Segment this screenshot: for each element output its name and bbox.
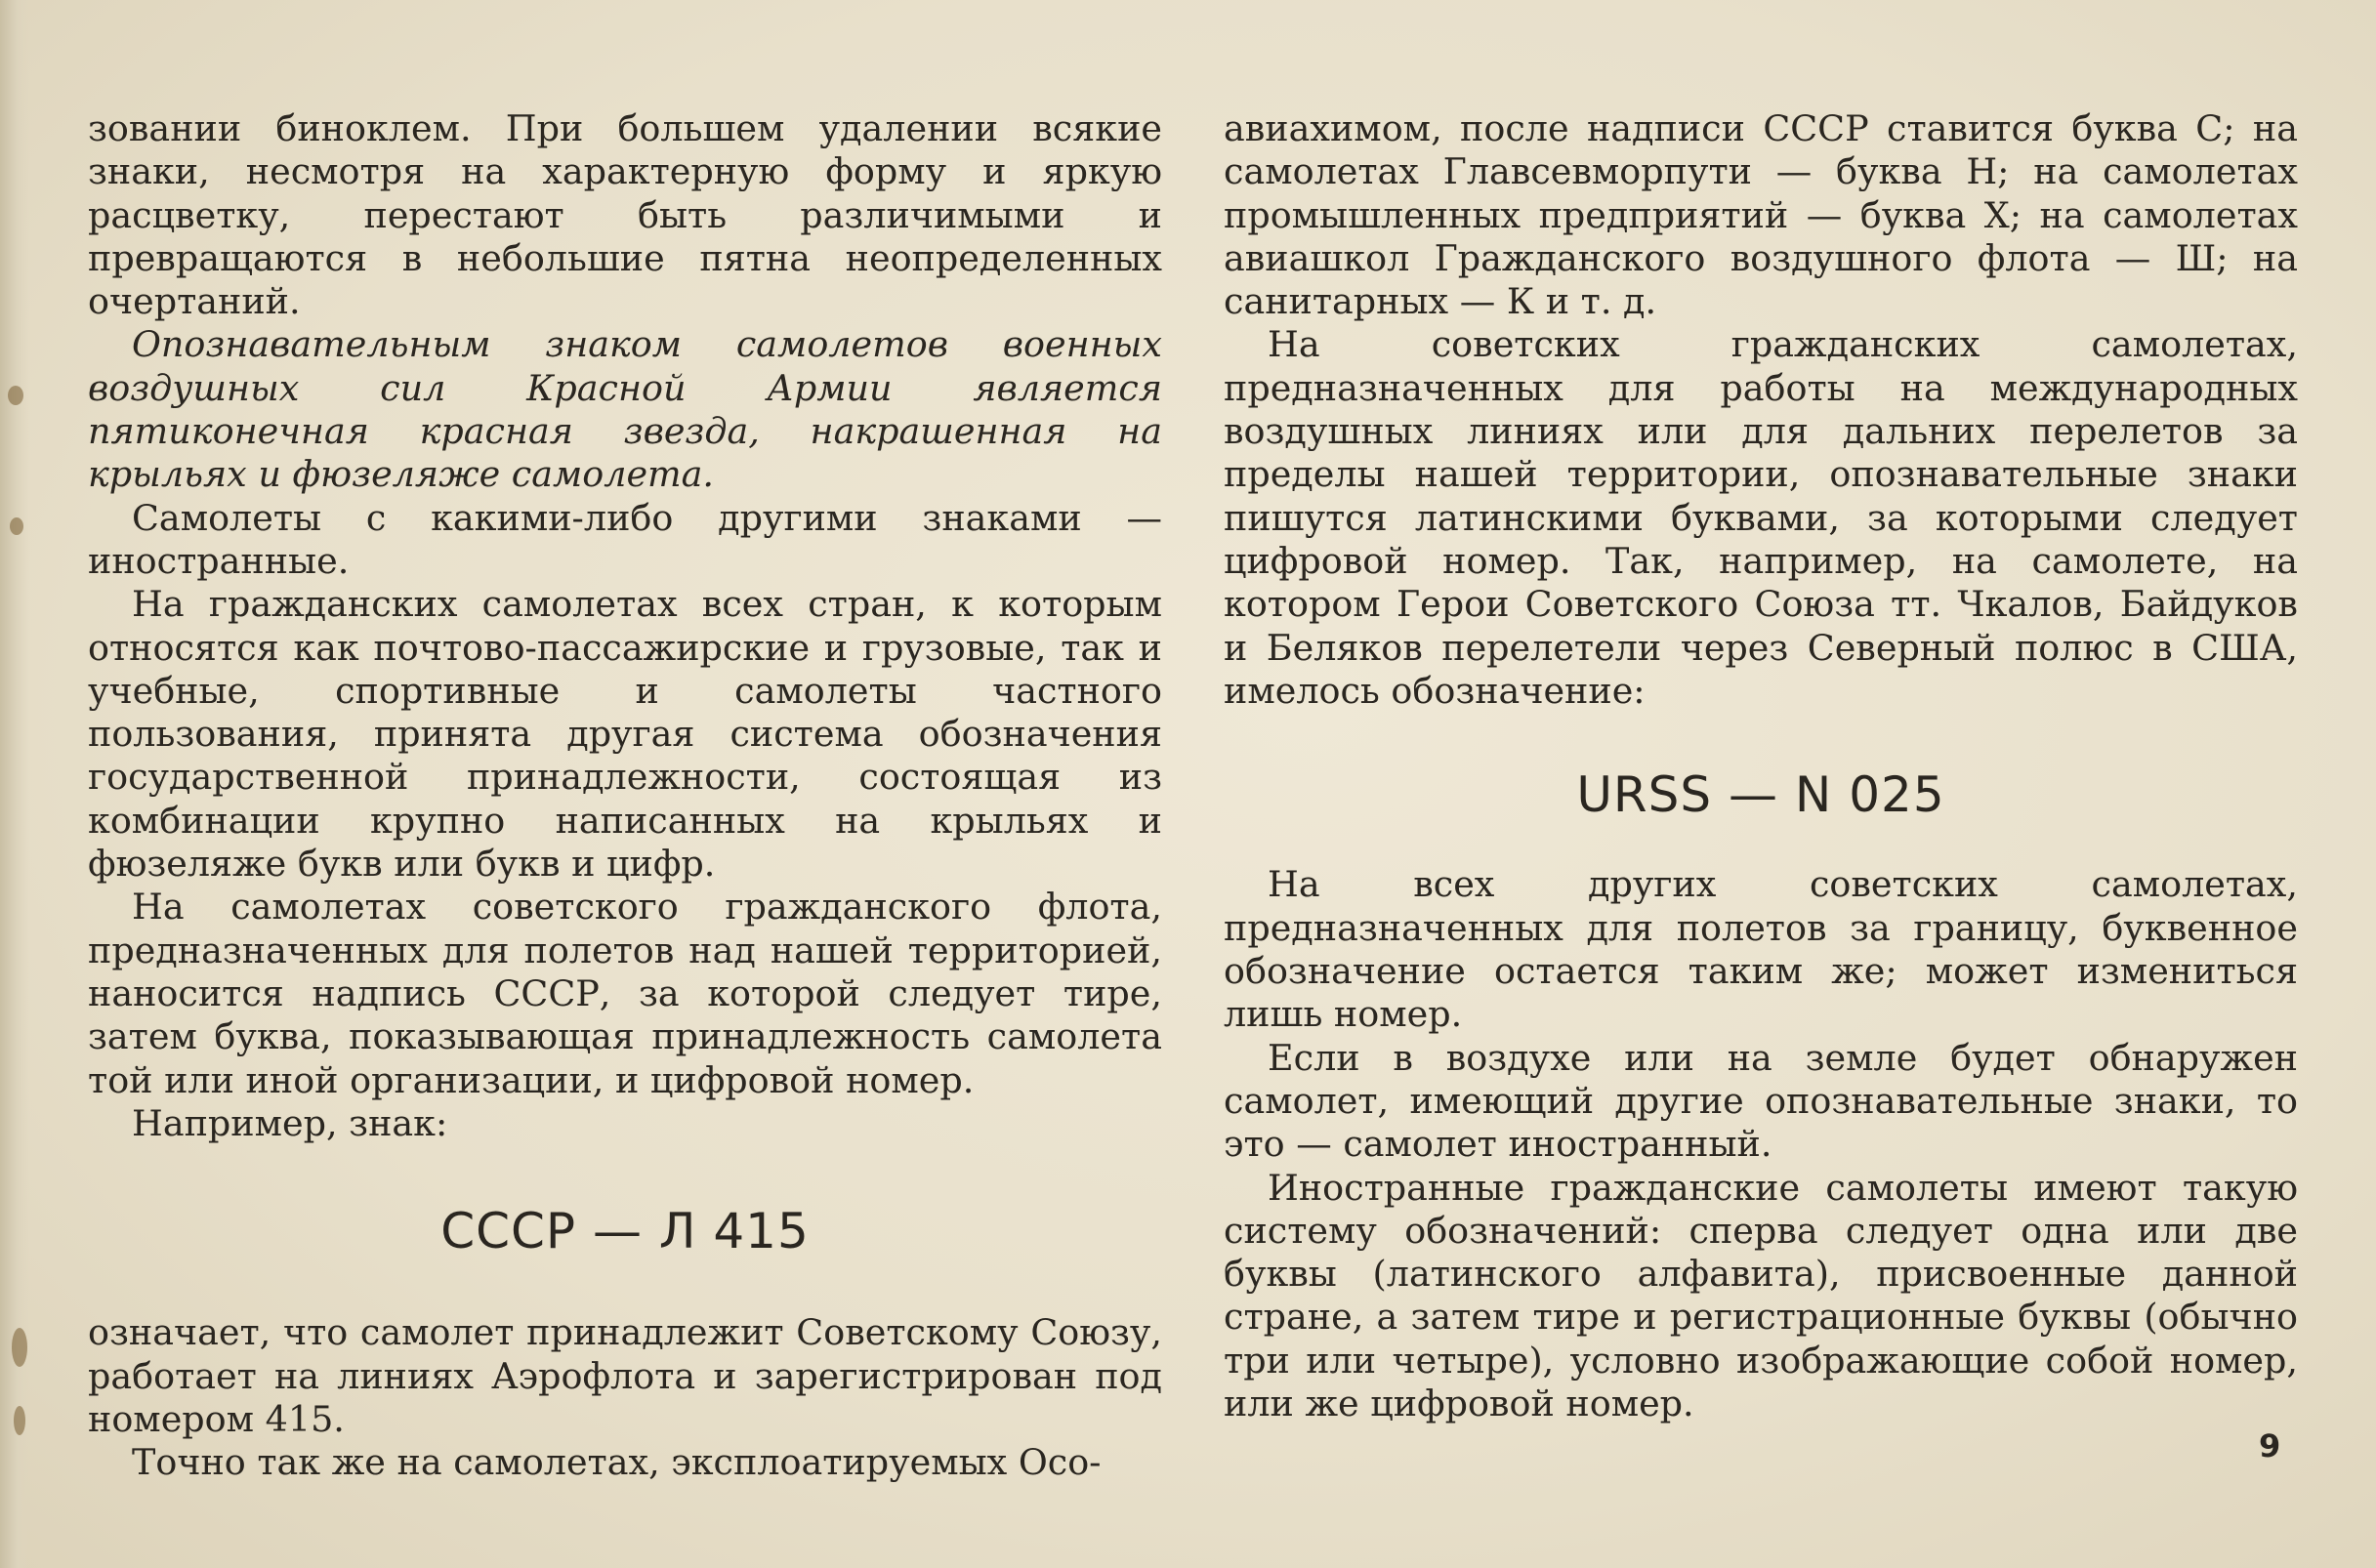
paragraph: зовании биноклем. При большем удалении всякие знаки, несмотря на характерную форму и яркую расцветку, перестают быть различимыми и превращаются в небольшие пятна неопределенных очертаний. [88,107,1162,323]
right-text-column [1224,107,2298,1425]
ink-stain [14,1406,25,1435]
registration-mark-example: URSS — N 025 [1576,766,1945,824]
ink-stain [12,1328,27,1367]
paragraph: Иностранные гражданские самолеты имеют такую систему обозначений: сперва следует одна или две буквы (латинского алфавита), присвоенные данной стране, а затем тире и регистрационные буквы (обычно три или четыре), условно изображающие собой номер, или же цифровой номер. [1224,1166,2298,1425]
left-text-column [88,107,1162,1485]
paragraph: означает, что самолет принадлежит Советскому Союзу, работает на линиях Аэрофлота и зарегистрирован под номером 415. [88,1311,1162,1441]
paragraph: Точно так же на самолетах, эксплоатируемых Осо- [132,1441,1102,1484]
registration-mark-example: СССР — Л 415 [440,1203,810,1260]
ink-stain [10,517,23,535]
paragraph: Например, знак: [132,1101,448,1144]
ink-stain [8,386,23,405]
paragraph: На самолетах советского гражданского флота, предназначенных для полетов над нашей территорией, наносится надпись СССР, за которой следует тире, затем буква, показывающая принадлежность самолета той или иной организации, и цифровой номер. [88,886,1162,1101]
paragraph: Самолеты с какими-либо другими знаками — иностранные. [88,496,1162,582]
paragraph: На всех других советских самолетах, предназначенных для полетов за границу, буквенное обозначение остается таким же; может измениться лишь номер. [1224,863,2298,1036]
page-number: 9 [2259,1427,2281,1465]
paragraph: авиахимом, после надписи СССР ставится буква С; на самолетах Главсевморпути — буква Н; на самолетах промышленных предприятий — буква Х; на самолетах авиашкол Гражданского воздушного флота — Ш; на санитарных — К и т. д. [1224,107,2298,323]
paragraph: Если в воздухе или на земле будет обнаружен самолет, имеющий другие опознавательные знаки, то это — самолет иностранный. [1224,1036,2298,1166]
paragraph-emphasis: Опознавательным знаком самолетов военных воздушных сил Красной Армии является пятиконечная красная звезда, накрашенная на крыльях и фюзеляже самолета. [88,323,1162,496]
paragraph: На советских гражданских самолетах, предназначенных для работы на международных воздушных линиях или для дальних перелетов за пределы нашей территории, опознавательные знаки пишутся латинскими буквами, за которыми следует цифровой номер. Так, например, на самолете, на котором Герои Советского Союза тт. Чкалов, Байдуков и Беляков перелетели через Северный полюс в США, имелось обозначение: [1224,323,2298,712]
paragraph: На гражданских самолетах всех стран, к которым относятся как почтово-пассажирские и грузовые, так и учебные, спортивные и самолеты частного пользования, принята другая система обозначения государственной принадлежности, состоящая из комбинации крупно написанных на крыльях и фюзеляже букв или букв и цифр. [88,583,1162,886]
